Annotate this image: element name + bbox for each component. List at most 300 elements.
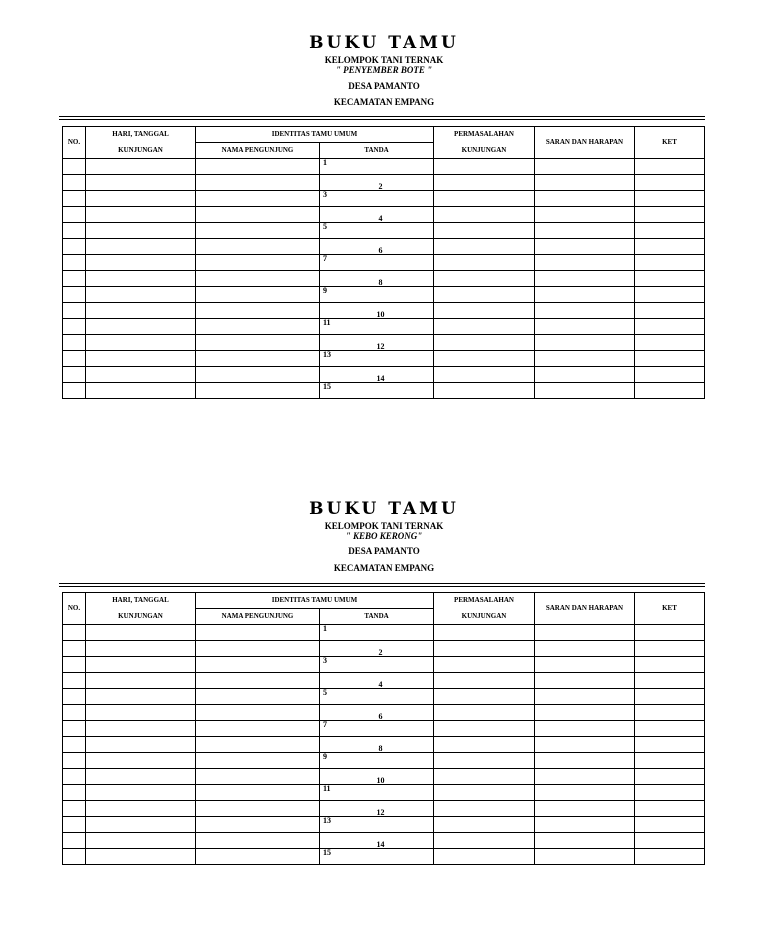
advice-cell[interactable]: [535, 737, 635, 753]
sign-number: 5: [323, 688, 327, 697]
no-cell[interactable]: [63, 817, 86, 833]
sign-number: 7: [323, 254, 327, 263]
sign-number: 4: [378, 214, 383, 223]
no-cell[interactable]: [63, 785, 86, 801]
name-cell[interactable]: [196, 255, 320, 271]
advice-cell[interactable]: [535, 207, 635, 223]
note-cell[interactable]: [635, 159, 705, 175]
sign-cell[interactable]: [320, 335, 434, 351]
advice-cell[interactable]: [535, 721, 635, 737]
issue-cell[interactable]: [434, 191, 535, 207]
note-cell[interactable]: [635, 657, 705, 673]
table-row: [63, 833, 705, 849]
advice-cell[interactable]: [535, 383, 635, 399]
table-row: [63, 255, 705, 271]
name-cell[interactable]: [196, 641, 320, 657]
issue-cell[interactable]: [434, 737, 535, 753]
note-cell[interactable]: [635, 753, 705, 769]
issue-cell[interactable]: [434, 817, 535, 833]
table-row: [63, 271, 705, 287]
name-cell[interactable]: [196, 817, 320, 833]
name-cell[interactable]: [196, 721, 320, 737]
name-cell[interactable]: [196, 689, 320, 705]
header-no: NO.: [63, 127, 86, 159]
advice-cell[interactable]: [535, 351, 635, 367]
date-cell[interactable]: [86, 239, 196, 255]
sign-cell[interactable]: [320, 207, 434, 223]
advice-cell[interactable]: [535, 303, 635, 319]
no-cell[interactable]: [63, 255, 86, 271]
no-cell[interactable]: [63, 207, 86, 223]
guest-table: [62, 126, 705, 399]
sign-number: 7: [323, 720, 327, 729]
note-cell[interactable]: [635, 383, 705, 399]
note-cell[interactable]: [635, 673, 705, 689]
date-cell[interactable]: [86, 721, 196, 737]
note-cell[interactable]: [635, 239, 705, 255]
name-cell[interactable]: [196, 625, 320, 641]
sign-cell[interactable]: [320, 191, 434, 207]
note-cell[interactable]: [635, 175, 705, 191]
issue-cell[interactable]: [434, 335, 535, 351]
table-row: [63, 849, 705, 865]
advice-cell[interactable]: [535, 287, 635, 303]
advice-cell[interactable]: [535, 239, 635, 255]
table-row: [63, 817, 705, 833]
no-cell[interactable]: [63, 769, 86, 785]
issue-cell[interactable]: [434, 383, 535, 399]
sign-cell[interactable]: [320, 657, 434, 673]
form-title: BUKU TAMU: [309, 33, 459, 53]
sign-number: 10: [376, 310, 385, 319]
date-cell[interactable]: [86, 207, 196, 223]
name-cell[interactable]: [196, 271, 320, 287]
advice-cell[interactable]: [535, 801, 635, 817]
sign-number: 10: [376, 776, 385, 785]
name-cell[interactable]: [196, 239, 320, 255]
header-day-sub: KUNJUNGAN: [86, 609, 196, 625]
note-cell[interactable]: [635, 191, 705, 207]
sign-cell[interactable]: [320, 833, 434, 849]
date-cell[interactable]: [86, 335, 196, 351]
date-cell[interactable]: [86, 833, 196, 849]
name-cell[interactable]: [196, 753, 320, 769]
sign-cell[interactable]: [320, 303, 434, 319]
sign-cell[interactable]: [320, 801, 434, 817]
header-name: NAMA PENGUNJUNG: [196, 143, 320, 159]
advice-cell[interactable]: [535, 833, 635, 849]
advice-cell[interactable]: [535, 657, 635, 673]
date-cell[interactable]: [86, 319, 196, 335]
village: DESA PAMANTO: [348, 546, 420, 556]
sign-number: 11: [323, 318, 331, 327]
header-day-sub: KUNJUNGAN: [86, 143, 196, 159]
advice-cell[interactable]: [535, 159, 635, 175]
sign-number: 8: [378, 278, 383, 287]
date-cell[interactable]: [86, 271, 196, 287]
advice-cell[interactable]: [535, 689, 635, 705]
name-cell[interactable]: [196, 287, 320, 303]
issue-cell[interactable]: [434, 287, 535, 303]
note-cell[interactable]: [635, 303, 705, 319]
name-cell[interactable]: [196, 769, 320, 785]
header-issue: PERMASALAHAN: [434, 127, 535, 143]
table-row: [63, 737, 705, 753]
district: KECAMATAN EMPANG: [333, 563, 435, 573]
sign-number: 11: [323, 784, 331, 793]
date-cell[interactable]: [86, 351, 196, 367]
name-cell[interactable]: [196, 223, 320, 239]
note-cell[interactable]: [635, 271, 705, 287]
header-sign: TANDA: [320, 143, 434, 159]
note-cell[interactable]: [635, 833, 705, 849]
no-cell[interactable]: [63, 721, 86, 737]
date-cell[interactable]: [86, 657, 196, 673]
header-no: NO.: [63, 593, 86, 625]
header-day: HARI, TANGGAL: [86, 127, 196, 143]
advice-cell[interactable]: [535, 641, 635, 657]
advice-cell[interactable]: [535, 223, 635, 239]
date-cell[interactable]: [86, 367, 196, 383]
no-cell[interactable]: [63, 801, 86, 817]
header-note: KET: [635, 127, 705, 159]
advice-cell[interactable]: [535, 335, 635, 351]
no-cell[interactable]: [63, 175, 86, 191]
advice-cell[interactable]: [535, 753, 635, 769]
sign-cell[interactable]: [320, 319, 434, 335]
sign-cell[interactable]: [320, 351, 434, 367]
advice-cell[interactable]: [535, 255, 635, 271]
table-row: [63, 705, 705, 721]
sign-cell[interactable]: [320, 287, 434, 303]
note-cell[interactable]: [635, 801, 705, 817]
issue-cell[interactable]: [434, 351, 535, 367]
no-cell[interactable]: [63, 673, 86, 689]
note-cell[interactable]: [635, 625, 705, 641]
table-row: [63, 625, 705, 641]
no-cell[interactable]: [63, 657, 86, 673]
name-cell[interactable]: [196, 383, 320, 399]
table-row: [63, 223, 705, 239]
sign-number: 4: [378, 680, 383, 689]
no-cell[interactable]: [63, 833, 86, 849]
sign-number: 1: [323, 158, 327, 167]
advice-cell[interactable]: [535, 367, 635, 383]
no-cell[interactable]: [63, 383, 86, 399]
village: DESA PAMANTO: [348, 81, 420, 91]
name-cell[interactable]: [196, 351, 320, 367]
date-cell[interactable]: [86, 223, 196, 239]
name-cell[interactable]: [196, 833, 320, 849]
note-cell[interactable]: [635, 351, 705, 367]
table-row: [63, 753, 705, 769]
issue-cell[interactable]: [434, 673, 535, 689]
advice-cell[interactable]: [535, 817, 635, 833]
sign-number: 12: [376, 342, 385, 351]
note-cell[interactable]: [635, 817, 705, 833]
no-cell[interactable]: [63, 191, 86, 207]
divider-rule: [59, 119, 705, 120]
note-cell[interactable]: [635, 255, 705, 271]
sign-cell[interactable]: [320, 159, 434, 175]
table-row: [63, 657, 705, 673]
date-cell[interactable]: [86, 255, 196, 271]
sign-cell[interactable]: [320, 817, 434, 833]
header-issue-sub: KUNJUNGAN: [434, 143, 535, 159]
advice-cell[interactable]: [535, 769, 635, 785]
advice-cell[interactable]: [535, 673, 635, 689]
table-row: [63, 159, 705, 175]
group-line: KELOMPOK TANI TERNAK: [324, 521, 444, 531]
sign-cell[interactable]: [320, 367, 434, 383]
sign-cell[interactable]: [320, 721, 434, 737]
advice-cell[interactable]: [535, 191, 635, 207]
no-cell[interactable]: [63, 303, 86, 319]
name-cell[interactable]: [196, 367, 320, 383]
name-cell[interactable]: [196, 303, 320, 319]
sign-number: 13: [323, 350, 331, 359]
table-row: [63, 287, 705, 303]
header-advice: SARAN DAN HARAPAN: [535, 593, 635, 625]
table-row: [63, 351, 705, 367]
table-row: [63, 303, 705, 319]
no-cell[interactable]: [63, 319, 86, 335]
issue-cell[interactable]: [434, 769, 535, 785]
advice-cell[interactable]: [535, 625, 635, 641]
issue-cell[interactable]: [434, 801, 535, 817]
date-cell[interactable]: [86, 737, 196, 753]
sign-number: 12: [376, 808, 385, 817]
sign-number: 5: [323, 222, 327, 231]
form-title: BUKU TAMU: [309, 499, 459, 519]
sign-cell[interactable]: [320, 705, 434, 721]
issue-cell[interactable]: [434, 721, 535, 737]
table-row: [63, 367, 705, 383]
name-cell[interactable]: [196, 335, 320, 351]
table-row: [63, 721, 705, 737]
no-cell[interactable]: [63, 753, 86, 769]
issue-cell[interactable]: [434, 849, 535, 865]
sign-number: 13: [323, 816, 331, 825]
advice-cell[interactable]: [535, 319, 635, 335]
table-row: [63, 191, 705, 207]
issue-cell[interactable]: [434, 319, 535, 335]
divider-rule: [59, 583, 705, 584]
name-cell[interactable]: [196, 785, 320, 801]
note-cell[interactable]: [635, 367, 705, 383]
no-cell[interactable]: [63, 641, 86, 657]
sign-cell[interactable]: [320, 849, 434, 865]
sign-cell[interactable]: [320, 785, 434, 801]
sign-cell[interactable]: [320, 175, 434, 191]
sign-number: 6: [378, 712, 383, 721]
sign-number: 15: [323, 848, 331, 857]
note-cell[interactable]: [635, 705, 705, 721]
sign-cell[interactable]: [320, 239, 434, 255]
note-cell[interactable]: [635, 335, 705, 351]
date-cell[interactable]: [86, 175, 196, 191]
note-cell[interactable]: [635, 287, 705, 303]
header-sign: TANDA: [320, 609, 434, 625]
sign-number: 3: [323, 190, 327, 199]
name-cell[interactable]: [196, 849, 320, 865]
issue-cell[interactable]: [434, 367, 535, 383]
sign-cell[interactable]: [320, 383, 434, 399]
name-cell[interactable]: [196, 801, 320, 817]
table-row: [63, 335, 705, 351]
issue-cell[interactable]: [434, 657, 535, 673]
no-cell[interactable]: [63, 367, 86, 383]
date-cell[interactable]: [86, 769, 196, 785]
issue-cell[interactable]: [434, 705, 535, 721]
table-row: [63, 175, 705, 191]
issue-cell[interactable]: [434, 303, 535, 319]
sign-cell[interactable]: [320, 223, 434, 239]
header-issue: PERMASALAHAN: [434, 593, 535, 609]
note-cell[interactable]: [635, 721, 705, 737]
advice-cell[interactable]: [535, 175, 635, 191]
note-cell[interactable]: [635, 689, 705, 705]
sign-cell[interactable]: [320, 737, 434, 753]
date-cell[interactable]: [86, 303, 196, 319]
group-name: " KEBO KERONG": [345, 531, 423, 541]
date-cell[interactable]: [86, 849, 196, 865]
date-cell[interactable]: [86, 801, 196, 817]
note-cell[interactable]: [635, 641, 705, 657]
sign-number: 6: [378, 246, 383, 255]
table-row: [63, 383, 705, 399]
name-cell[interactable]: [196, 191, 320, 207]
sign-cell[interactable]: [320, 689, 434, 705]
sign-number: 3: [323, 656, 327, 665]
issue-cell[interactable]: [434, 255, 535, 271]
issue-cell[interactable]: [434, 833, 535, 849]
name-cell[interactable]: [196, 207, 320, 223]
name-cell[interactable]: [196, 657, 320, 673]
sign-cell[interactable]: [320, 271, 434, 287]
guest-rows: [63, 625, 705, 865]
date-cell[interactable]: [86, 191, 196, 207]
table-row: [63, 689, 705, 705]
date-cell[interactable]: [86, 817, 196, 833]
no-cell[interactable]: [63, 705, 86, 721]
date-cell[interactable]: [86, 753, 196, 769]
advice-cell[interactable]: [535, 271, 635, 287]
issue-cell[interactable]: [434, 207, 535, 223]
table-row: [63, 769, 705, 785]
name-cell[interactable]: [196, 319, 320, 335]
sign-cell[interactable]: [320, 255, 434, 271]
issue-cell[interactable]: [434, 625, 535, 641]
sign-cell[interactable]: [320, 769, 434, 785]
note-cell[interactable]: [635, 785, 705, 801]
header-name: NAMA PENGUNJUNG: [196, 609, 320, 625]
date-cell[interactable]: [86, 689, 196, 705]
note-cell[interactable]: [635, 319, 705, 335]
group-name: " PENYEMBER BOTE ": [335, 65, 433, 75]
note-cell[interactable]: [635, 207, 705, 223]
date-cell[interactable]: [86, 705, 196, 721]
note-cell[interactable]: [635, 769, 705, 785]
header-advice: SARAN DAN HARAPAN: [535, 127, 635, 159]
advice-cell[interactable]: [535, 705, 635, 721]
name-cell[interactable]: [196, 159, 320, 175]
sign-number: 2: [378, 648, 383, 657]
guest-table: [62, 592, 705, 865]
header-issue-sub: KUNJUNGAN: [434, 609, 535, 625]
sign-cell[interactable]: [320, 673, 434, 689]
date-cell[interactable]: [86, 785, 196, 801]
no-cell[interactable]: [63, 223, 86, 239]
issue-cell[interactable]: [434, 753, 535, 769]
name-cell[interactable]: [196, 737, 320, 753]
date-cell[interactable]: [86, 383, 196, 399]
guest-rows: [63, 159, 705, 399]
issue-cell[interactable]: [434, 271, 535, 287]
note-cell[interactable]: [635, 849, 705, 865]
date-cell[interactable]: [86, 641, 196, 657]
issue-cell[interactable]: [434, 785, 535, 801]
no-cell[interactable]: [63, 271, 86, 287]
sign-cell[interactable]: [320, 753, 434, 769]
no-cell[interactable]: [63, 335, 86, 351]
no-cell[interactable]: [63, 849, 86, 865]
advice-cell[interactable]: [535, 785, 635, 801]
no-cell[interactable]: [63, 737, 86, 753]
issue-cell[interactable]: [434, 159, 535, 175]
district: KECAMATAN EMPANG: [333, 97, 435, 107]
no-cell[interactable]: [63, 689, 86, 705]
note-cell[interactable]: [635, 223, 705, 239]
name-cell[interactable]: [196, 705, 320, 721]
sign-number: 9: [323, 752, 327, 761]
header-identity: IDENTITAS TAMU UMUM: [196, 127, 434, 143]
sign-cell[interactable]: [320, 641, 434, 657]
issue-cell[interactable]: [434, 239, 535, 255]
issue-cell[interactable]: [434, 175, 535, 191]
no-cell[interactable]: [63, 159, 86, 175]
table-row: [63, 785, 705, 801]
sign-number: 2: [378, 182, 383, 191]
sign-number: 9: [323, 286, 327, 295]
no-cell[interactable]: [63, 239, 86, 255]
sign-number: 15: [323, 382, 331, 391]
header-identity: IDENTITAS TAMU UMUM: [196, 593, 434, 609]
date-cell[interactable]: [86, 159, 196, 175]
issue-cell[interactable]: [434, 223, 535, 239]
issue-cell[interactable]: [434, 641, 535, 657]
advice-cell[interactable]: [535, 849, 635, 865]
sign-number: 14: [376, 840, 385, 849]
header-day: HARI, TANGGAL: [86, 593, 196, 609]
date-cell[interactable]: [86, 673, 196, 689]
date-cell[interactable]: [86, 287, 196, 303]
name-cell[interactable]: [196, 673, 320, 689]
no-cell[interactable]: [63, 287, 86, 303]
date-cell[interactable]: [86, 625, 196, 641]
no-cell[interactable]: [63, 625, 86, 641]
no-cell[interactable]: [63, 351, 86, 367]
table-row: [63, 801, 705, 817]
table-row: [63, 239, 705, 255]
note-cell[interactable]: [635, 737, 705, 753]
sign-cell[interactable]: [320, 625, 434, 641]
name-cell[interactable]: [196, 175, 320, 191]
sign-number: 8: [378, 744, 383, 753]
table-row: [63, 641, 705, 657]
divider-rule: [59, 586, 705, 587]
issue-cell[interactable]: [434, 689, 535, 705]
